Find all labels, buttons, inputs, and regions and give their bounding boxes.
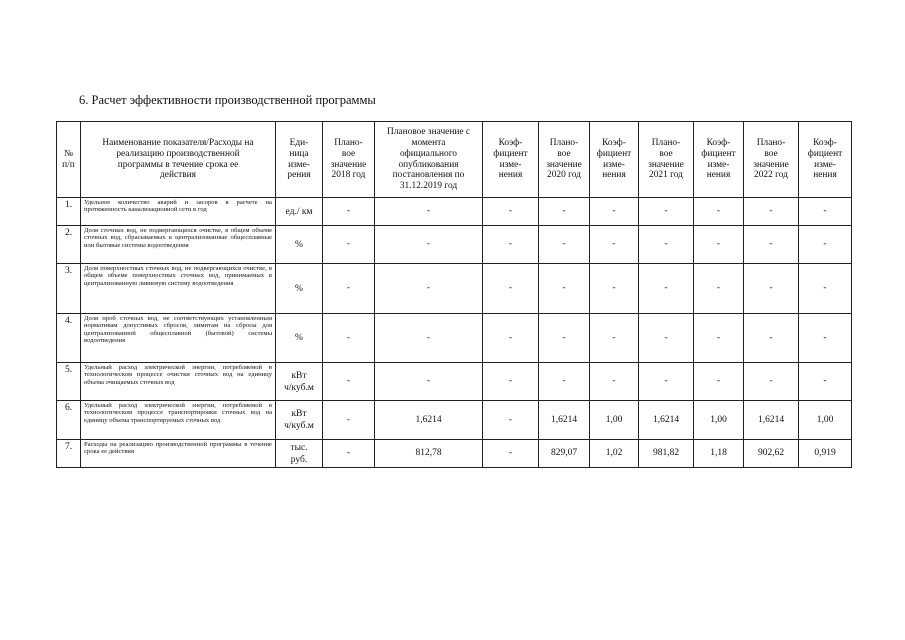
value-cell: - (799, 264, 852, 314)
value-cell: - (483, 264, 539, 314)
value-cell: - (744, 264, 799, 314)
indicator-name: Удельный расход электрической энергии, потребляемой в технологическом процессе очистки сточных вод на единицу объема очищаемых сточных вод (81, 363, 276, 401)
value-cell: 981,82 (639, 440, 694, 468)
value-cell: 812,78 (375, 440, 483, 468)
value-cell: - (744, 314, 799, 363)
column-header: Плано- вое значение 2020 год (539, 122, 590, 198)
value-cell: - (639, 226, 694, 264)
value-cell: 1,00 (590, 401, 639, 440)
value-cell: - (799, 198, 852, 226)
value-cell: - (590, 314, 639, 363)
value-cell: 1,00 (694, 401, 744, 440)
unit-cell: ед./ км (276, 198, 323, 226)
indicator-name: Удельный расход электрической энергии, потребляемой в технологическом процессе транспортировки сточных вод на единицу объема транспортируемых сточных вод (81, 401, 276, 440)
row-number: 5. (57, 363, 81, 401)
value-cell: - (539, 363, 590, 401)
column-header: Еди- ница изме- рения (276, 122, 323, 198)
value-cell: - (323, 401, 375, 440)
column-header: № п/п (57, 122, 81, 198)
row-number: 4. (57, 314, 81, 363)
value-cell: - (375, 264, 483, 314)
indicator-name: Удельное количество аварий и засоров в расчете на протяженность канализационной сети в год (81, 198, 276, 226)
value-cell: - (539, 226, 590, 264)
table-row (57, 198, 852, 226)
value-cell: 1,02 (590, 440, 639, 468)
value-cell: - (375, 226, 483, 264)
value-cell: - (539, 314, 590, 363)
efficiency-table (56, 121, 852, 468)
value-cell: - (323, 198, 375, 226)
value-cell: - (639, 363, 694, 401)
table-row (57, 440, 852, 468)
value-cell: - (323, 314, 375, 363)
value-cell: 1,18 (694, 440, 744, 468)
value-cell: - (694, 264, 744, 314)
value-cell: 829,07 (539, 440, 590, 468)
table-row (57, 314, 852, 363)
table-row (57, 363, 852, 401)
column-header: Плановое значение с момента официального опубликования постановления по 31.12.2019 год (375, 122, 483, 198)
row-number: 2. (57, 226, 81, 264)
column-header: Наименование показателя/Расходы на реализацию производственной программы в течение срока ее действия (81, 122, 276, 198)
unit-cell: % (276, 314, 323, 363)
section-title: 6. Расчет эффективности производственной программы (79, 93, 376, 107)
value-cell: 1,6214 (744, 401, 799, 440)
value-cell: - (323, 264, 375, 314)
column-header: Плано- вое значение 2021 год (639, 122, 694, 198)
column-header: Плано- вое значение 2022 год (744, 122, 799, 198)
column-header: Плано- вое значение 2018 год (323, 122, 375, 198)
value-cell: - (539, 198, 590, 226)
table-row (57, 264, 852, 314)
column-header: Коэф- фициент изме- нения (694, 122, 744, 198)
indicator-name: Доля проб сточных вод, не соответствующих установленным нормативам допустимых сбросов, лимитам на сбросы для централизованной общесплавной (бытовой) системы водоотведения (81, 314, 276, 363)
unit-cell: % (276, 226, 323, 264)
value-cell: 1,6214 (375, 401, 483, 440)
value-cell: - (799, 363, 852, 401)
row-number: 1. (57, 198, 81, 226)
value-cell: - (483, 314, 539, 363)
value-cell: - (483, 440, 539, 468)
row-number: 3. (57, 264, 81, 314)
unit-cell: кВт ч/куб.м (276, 401, 323, 440)
value-cell: 1,6214 (539, 401, 590, 440)
value-cell: - (744, 363, 799, 401)
value-cell: - (639, 314, 694, 363)
unit-cell: тыс. руб. (276, 440, 323, 468)
value-cell: - (639, 198, 694, 226)
value-cell: - (694, 363, 744, 401)
value-cell: 1,00 (799, 401, 852, 440)
table-row (57, 401, 852, 440)
indicator-name: Доля сточных вод, не подвергающихся очистке, в общем объеме сточных вод, сбрасываемых в централизованные общесплавные или бытовые системы водоотведения (81, 226, 276, 264)
value-cell: - (639, 264, 694, 314)
value-cell: - (694, 314, 744, 363)
value-cell: - (323, 226, 375, 264)
value-cell: - (539, 264, 590, 314)
value-cell: - (483, 401, 539, 440)
table-header-row (57, 122, 852, 198)
value-cell: - (483, 198, 539, 226)
value-cell: - (590, 226, 639, 264)
row-number: 7. (57, 440, 81, 468)
indicator-name: Доля поверхностных сточных вод, не подвергающихся очистке, в общем объеме поверхностных сточных вод, принимаемых в централизованную ливневую систему водоотведения (81, 264, 276, 314)
value-cell: - (799, 314, 852, 363)
row-number: 6. (57, 401, 81, 440)
value-cell: 1,6214 (639, 401, 694, 440)
value-cell: - (694, 226, 744, 264)
value-cell: - (744, 226, 799, 264)
value-cell: - (799, 226, 852, 264)
value-cell: - (590, 363, 639, 401)
value-cell: - (590, 198, 639, 226)
table-row (57, 226, 852, 264)
column-header: Коэф- фициент изме- нения (483, 122, 539, 198)
value-cell: - (375, 314, 483, 363)
unit-cell: кВт ч/куб.м (276, 363, 323, 401)
value-cell: - (694, 198, 744, 226)
indicator-name: Расходы на реализацию производственной программы в течение срока ее действия (81, 440, 276, 468)
column-header: Коэф- фициент изме- нения (590, 122, 639, 198)
value-cell: - (744, 198, 799, 226)
value-cell: - (375, 363, 483, 401)
unit-cell: % (276, 264, 323, 314)
value-cell: - (323, 363, 375, 401)
value-cell: - (590, 264, 639, 314)
value-cell: - (375, 198, 483, 226)
column-header: Коэф- фициент изме- нения (799, 122, 852, 198)
value-cell: 0,919 (799, 440, 852, 468)
value-cell: - (483, 363, 539, 401)
value-cell: - (483, 226, 539, 264)
value-cell: - (323, 440, 375, 468)
value-cell: 902,62 (744, 440, 799, 468)
